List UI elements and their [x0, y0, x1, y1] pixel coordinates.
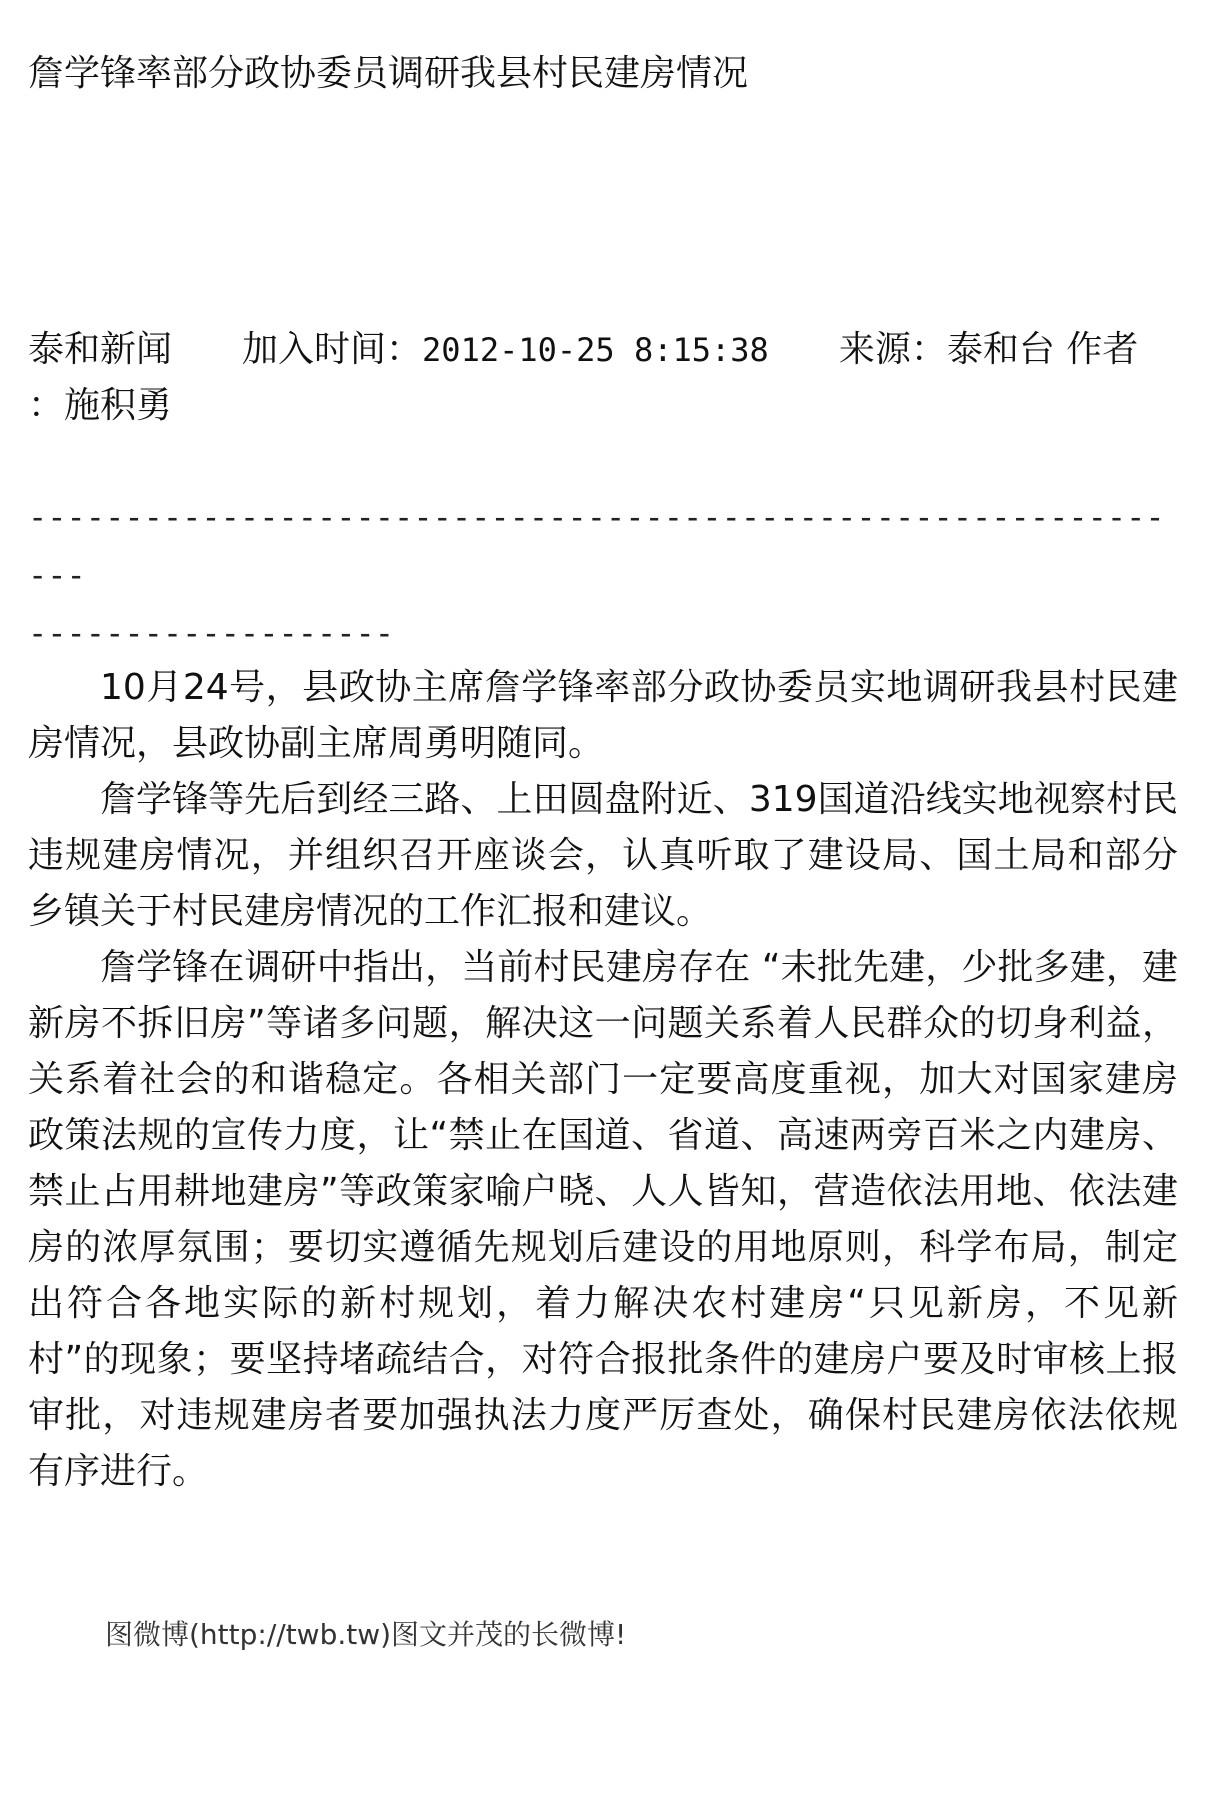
divider	[28, 488, 1168, 662]
divider-line-1: --------------------------------------------------------------	[28, 498, 1165, 594]
source-label: 泰和新闻	[28, 329, 173, 370]
article-title: 詹学锋率部分政协委员调研我县村民建房情况	[28, 53, 749, 94]
paragraph: 10月24号，县政协主席詹学锋率部分政协委员实地调研我县村民建房情况，县政协副主席周勇明随同。	[28, 667, 1178, 764]
divider-line-2: -------------------	[28, 614, 395, 652]
time-label: 加入时间：	[242, 329, 423, 370]
paragraph: 詹学锋等先后到经三路、上田圆盘附近、319国道沿线实地视察村民违规建房情况，并组织召开座谈会，认真听取了建设局、国土局和部分乡镇关于村民建房情况的工作汇报和建议。	[28, 779, 1178, 932]
author-value: ：施积勇	[28, 385, 173, 426]
origin-label: 来源：泰和台 作者	[838, 329, 1139, 370]
time-value: 2012-10-25 8:15:38	[422, 331, 769, 369]
article-meta	[28, 322, 1168, 434]
meta-line	[28, 322, 1168, 378]
article-body	[28, 660, 1178, 1500]
paragraph: 詹学锋在调研中指出，当前村民建房存在 “未批先建，少批多建，建新房不拆旧房”等诸多问题，解决这一问题关系着人民群众的切身利益，关系着社会的和谐稳定。各相关部门一定要高度重视，加大对国家建房政策法规的宣传力度，让“禁止在国道、省道、高速两旁百米之内建房、禁止占用耕地建房”等政策家喻户晓、人人皆知，营造依法用地、依法建房的浓厚氛围；要切实遵循先规划后建设的用地原则，科学布局，制定出符合各地实际的新村规划，着力解决农村建房“只见新房，不见新村”的现象；要坚持堵疏结合，对符合报批条件的建房户要及时审核上报审批，对违规建房者要加强执法力度严厉查处，确保村民建房依法依规有序进行。	[28, 947, 1178, 1492]
footer-watermark: 图微博(http://twb.tw)图文并茂的长微博!	[105, 1618, 627, 1651]
